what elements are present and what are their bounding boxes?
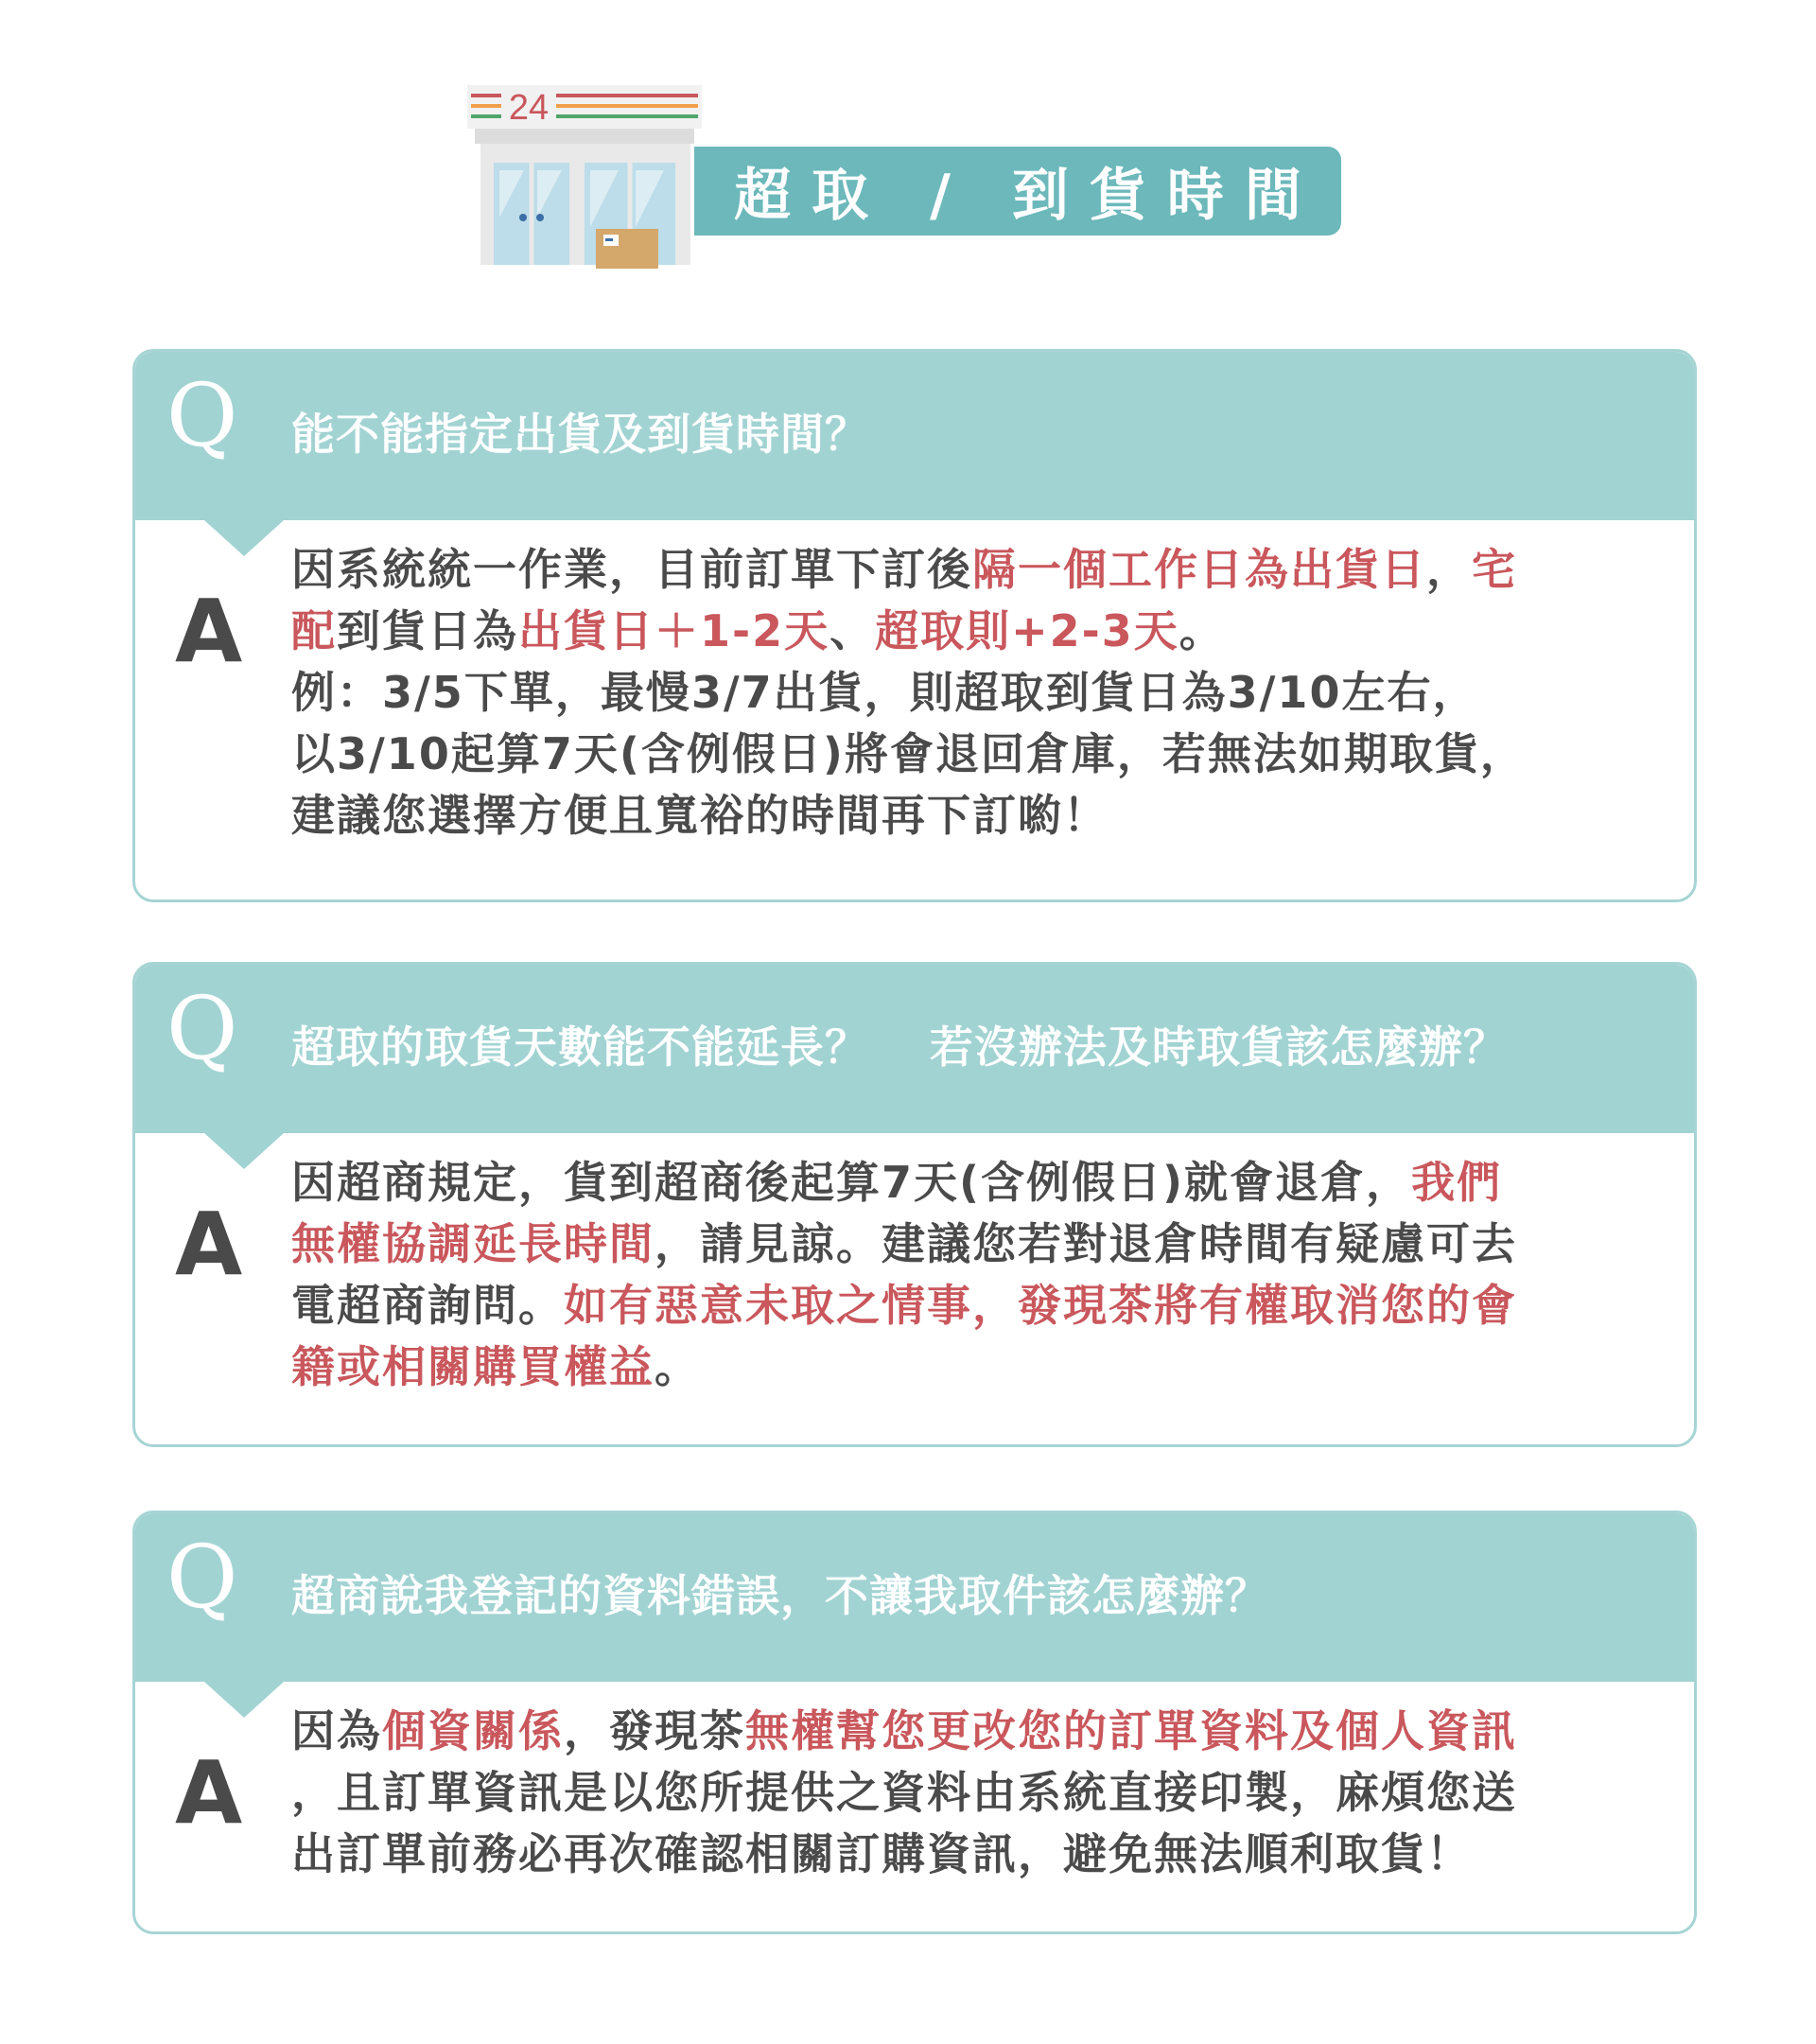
speech-notch	[204, 1133, 284, 1169]
answer-segment: 電超商詢問。	[291, 1280, 564, 1331]
answer-mark-letter: A	[175, 1194, 243, 1295]
answer-highlight: 無權協調延長時間	[291, 1218, 655, 1269]
answer-segment: 例：3/5下單，最慢3/7出貨，則超取到貨日為3/10左右，	[291, 667, 1478, 718]
speech-notch	[204, 1682, 284, 1718]
answer-segment: 。	[655, 1341, 700, 1392]
answer-line	[291, 785, 1663, 847]
answer-segment: 因系統統一作業，目前訂單下訂後	[291, 544, 972, 595]
title-banner	[694, 147, 1341, 236]
question-text: 超取的取貨天數能不能延長？ 若沒辦法及時取貨該怎麼辦？	[291, 1022, 1509, 1073]
answer-segment: ，發現茶	[564, 1705, 745, 1756]
answer-highlight: 宅	[1472, 544, 1517, 595]
answer-segment: 出訂單前務必再次確認相關訂購資訊，避免無法順利取貨！	[291, 1828, 1472, 1879]
answer-segment: 建議您選擇方便且寬裕的時間再下訂喲！	[291, 790, 1109, 841]
answer-highlight: 配	[291, 605, 337, 656]
speech-notch	[204, 520, 284, 556]
answer-segment: 以3/10起算7天(含例假日)將會退回倉庫，若無法如期取貨，	[291, 728, 1526, 779]
question-mark-letter: Q	[166, 1527, 238, 1628]
answer-highlight: 超取則+2-3天	[875, 605, 1179, 656]
answer-segment: ，且訂單資訊是以您所提供之資料由系統直接印製，麻煩您送	[291, 1767, 1517, 1818]
answer-line	[291, 1824, 1663, 1885]
answer-line	[291, 539, 1663, 601]
answer-segment: 到貨日為	[337, 605, 518, 656]
answer-line	[291, 724, 1663, 785]
question-row	[135, 1513, 1694, 1682]
answer-segment: ，	[1426, 544, 1472, 595]
answer-highlight: 隔一個工作日為出貨日	[972, 544, 1426, 595]
answer-highlight: 如有惡意未取之情事，發現茶將有權取消您的會	[564, 1280, 1517, 1331]
answer-line	[291, 1214, 1663, 1275]
question-mark-letter: Q	[166, 365, 238, 466]
answer-line	[291, 662, 1663, 724]
convenience-store-icon	[467, 85, 709, 274]
answer-text	[291, 539, 1663, 847]
answer-line	[291, 1701, 1663, 1762]
page-header	[467, 85, 1341, 274]
answer-highlight: 無權幫您更改您的訂單資料及個人資訊	[745, 1705, 1517, 1756]
faq-card	[132, 962, 1697, 1447]
question-row	[135, 965, 1694, 1133]
answer-segment: 因為	[291, 1705, 382, 1756]
answer-line	[291, 601, 1663, 662]
answer-text	[291, 1701, 1663, 1885]
question-text: 能不能指定出貨及到貨時間？	[291, 409, 869, 460]
answer-line	[291, 1152, 1663, 1214]
faq-card	[132, 349, 1697, 902]
store-sign-number: 24	[508, 88, 550, 128]
question-text: 超商說我登記的資料錯誤，不讓我取件該怎麼辦？	[291, 1570, 1269, 1621]
answer-line	[291, 1275, 1663, 1336]
answer-segment: 、	[829, 605, 876, 656]
answer-line	[291, 1336, 1663, 1398]
question-row	[135, 352, 1694, 520]
answer-line	[291, 1762, 1663, 1824]
answer-text	[291, 1152, 1663, 1398]
answer-highlight: 個資關係	[382, 1705, 564, 1756]
answer-segment: ，請見諒。建議您若對退倉時間有疑慮可去	[655, 1218, 1517, 1269]
faq-card	[132, 1511, 1697, 1934]
answer-mark-letter: A	[175, 1742, 243, 1843]
answer-highlight: 出貨日＋1-2天	[518, 605, 830, 656]
question-mark-letter: Q	[166, 978, 238, 1079]
answer-segment: 。	[1179, 605, 1225, 656]
answer-highlight: 我們	[1411, 1157, 1503, 1208]
answer-segment: 因超商規定，貨到超商後起算7天(含例假日)就會退倉，	[291, 1157, 1412, 1208]
answer-highlight: 籍或相關購買權益	[291, 1341, 655, 1392]
page-title: 超取 / 到貨時間	[734, 163, 1322, 229]
answer-mark-letter: A	[175, 581, 243, 682]
